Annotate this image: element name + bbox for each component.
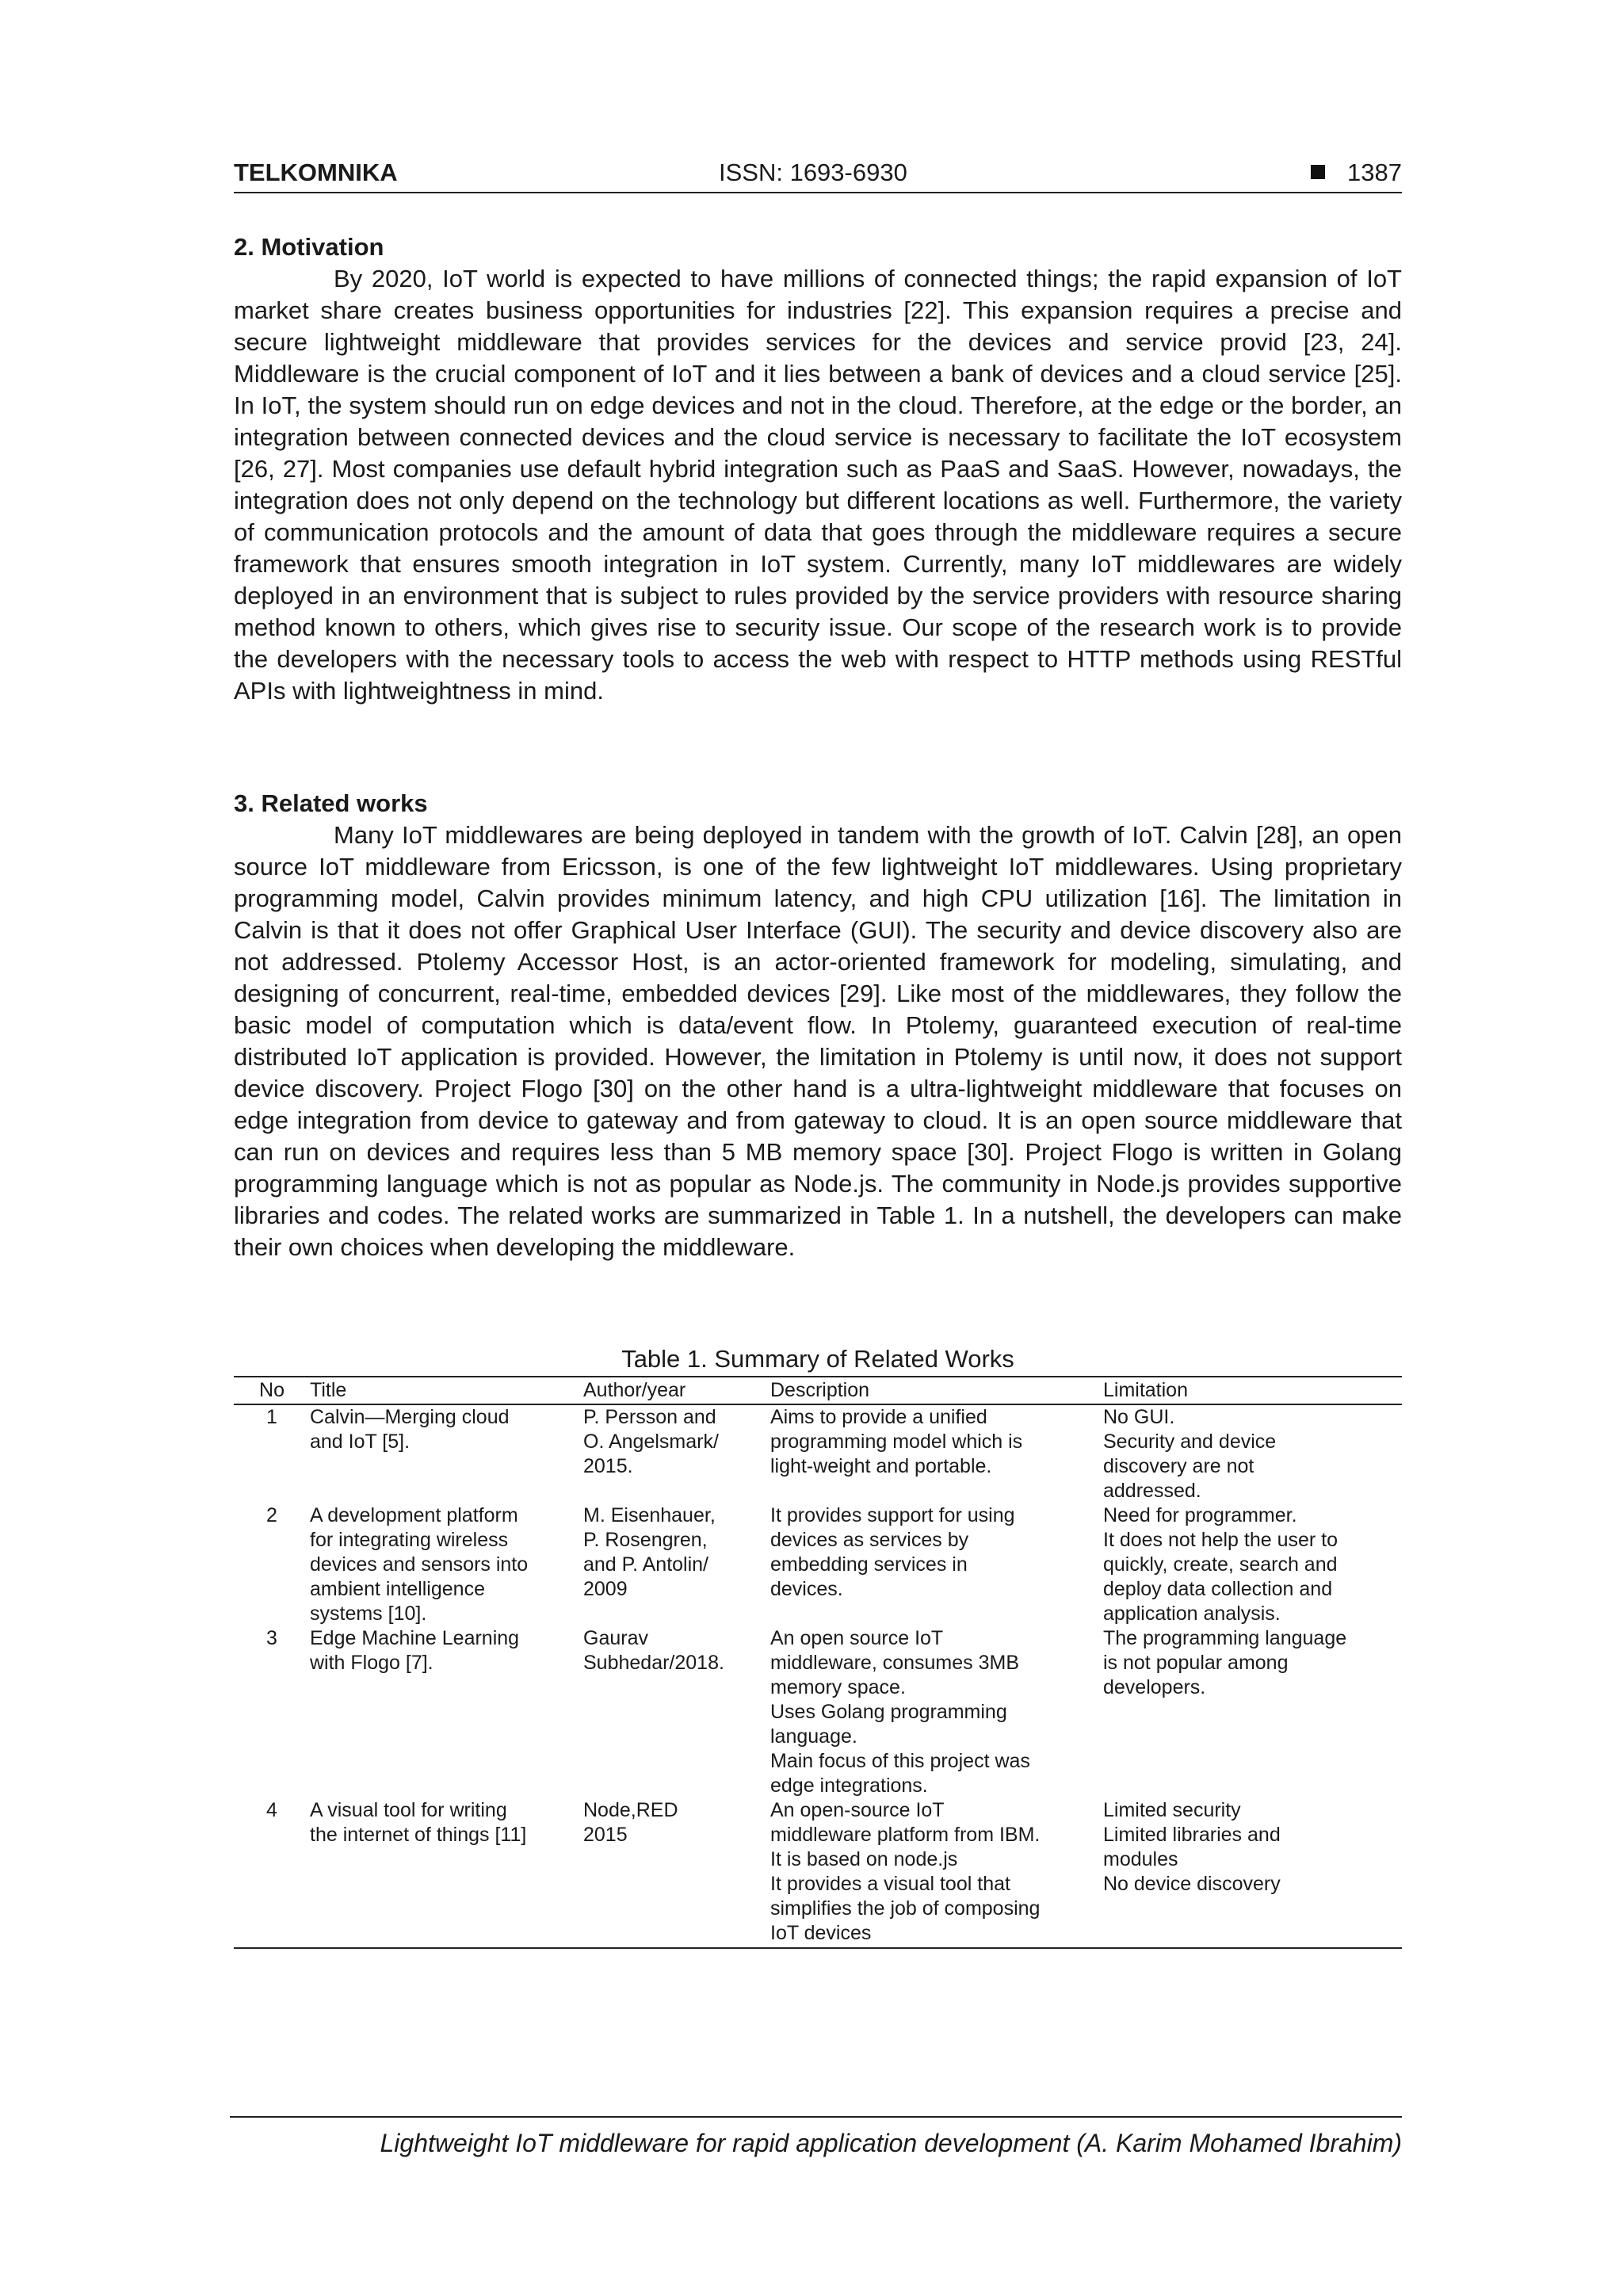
cell-line: embedding services in [770,1553,968,1576]
column-header: No [234,1377,310,1404]
square-bullet-icon [1311,165,1325,179]
table-row [234,1503,1402,1626]
cell-line: 2015 [583,1824,628,1846]
cell-line: P. Rosengren, [583,1529,708,1551]
section-heading: 3. Related works [234,789,428,817]
cell-description [770,1626,1103,1798]
section-paragraph: Many IoT middlewares are being deployed in tandem with the growth of IoT. Calvin [28], an open source IoT middleware from Ericsson, is one of the few lightweight IoT middlewares. Using proprietary programming model, Calvin provides minimum latency, and high CPU utilization [16]. The limitation in Calvin is that it does not offer Graphical User Interface (GUI). The security and device discovery also are not addressed. Ptolemy Accessor Host, is an actor-oriented framework for modeling, simulating, and designing of concurrent, real-time, embedded devices [29]. Like most of the middlewares, they follow the basic model of computation which is data/event flow. In Ptolemy, guaranteed execution of real-time distributed IoT application is provided. However, the limitation in Ptolemy is until now, it does not support device discovery. Project Flogo [30] on the other hand is a ultra-lightweight middleware that focuses on edge integration from device to gateway and from gateway to cloud. It is an open source middleware that can run on devices and requires less than 5 MB memory space [30]. Project Flogo is written in Golang programming language which is not as popular as Node.js. The community in Node.js provides supportive libraries and codes. The related works are summarized in Table 1. In a nutshell, the developers can make their own choices when developing the middleware. [234,821,1402,1261]
cell-no: 3 [266,1627,277,1649]
cell-description [770,1503,1103,1626]
cell-author [583,1626,770,1798]
column-header: Limitation [1103,1377,1402,1404]
cell-limitation [1103,1798,1402,1948]
cell-line: developers. [1103,1676,1206,1698]
cell-line: O. Angelsmark/ [583,1431,719,1453]
page-footer [230,2116,1402,2158]
cell-line: light-weight and portable. [770,1455,992,1477]
cell-line: deploy data collection and [1103,1578,1333,1600]
cell-no: 4 [234,1798,310,1948]
cell-line: Node,RED [583,1799,678,1821]
cell-line: and P. Antolin/ [583,1553,709,1576]
cell-line: devices as services by [770,1529,969,1551]
page-header [234,155,1402,193]
cell-line: is not popular among [1103,1652,1289,1674]
page-number-group [1311,159,1402,187]
cell-description [770,1404,1103,1503]
cell-line: Limited security [1103,1799,1241,1821]
cell-title [310,1798,583,1948]
cell-limitation [1103,1404,1402,1503]
cell-title [310,1626,583,1798]
cell-author [583,1798,770,1948]
cell-line: P. Persson and [583,1406,716,1428]
cell-line: and IoT [5]. [310,1431,411,1453]
cell-line: quickly, create, search and [1103,1553,1338,1576]
cell-line: systems [10]. [310,1603,427,1625]
cell-line: application analysis. [1103,1603,1281,1625]
cell-line: Gaurav [583,1627,648,1649]
cell-line: middleware platform from IBM. [770,1824,1041,1846]
cell-line: devices. [770,1578,843,1600]
table-row [234,1626,1402,1798]
table-row [234,1404,1402,1503]
cell-line: Calvin—Merging cloud [310,1406,510,1428]
cell-limitation [1103,1503,1402,1626]
cell-line: for integrating wireless [310,1529,509,1551]
cell-line: IoT devices [770,1922,872,1944]
cell-line: discovery are not [1103,1455,1254,1477]
cell-line: An open source IoT [770,1627,944,1649]
cell-line: Aims to provide a unified [770,1406,987,1428]
cell-line: programming model which is [770,1431,1023,1453]
cell-limitation [1103,1626,1402,1798]
column-header: Author/year [583,1377,770,1404]
section-related-works [234,788,1402,1263]
cell-line: Limited libraries and [1103,1824,1281,1846]
section-paragraph: By 2020, IoT world is expected to have millions of connected things; the rapid expansion of IoT market share creates business opportunities for industries [22]. This expansion requires a precise and secure lightweight middleware that provides services for the devices and service provid [23, 24]. Middleware is the crucial component of IoT and it lies between a bank of devices and a cloud service [25]. In IoT, the system should run on edge devices and not in the cloud. Therefore, at the edge or the border, an integration between connected devices and the cloud service is necessary to facilitate the IoT ecosystem [26, 27]. Most companies use default hybrid integration such as PaaS and SaaS. However, nowadays, the integration does not only depend on the technology but different locations as well. Furthermore, the variety of communication protocols and the amount of data that goes through the middleware requires a secure framework that ensures smooth integration in IoT system. Currently, many IoT middlewares are widely deployed in an environment that is subject to rules provided by the service providers with resource sharing method known to others, which gives rise to security issue. Our scope of the research work is to provide the developers with the necessary tools to access the web with respect to HTTP methods using RESTful APIs with lightweightness in mind. [234,265,1402,705]
cell-line: No device discovery [1103,1873,1281,1895]
cell-line: A development platform [310,1504,518,1526]
cell-line: 2015. [583,1455,633,1477]
cell-line: An open-source IoT [770,1799,945,1821]
table-row [234,1798,1402,1948]
cell-line: edge integrations. [770,1775,928,1797]
cell-no: 2 [266,1504,277,1526]
cell-line: Subhedar/2018. [583,1652,724,1674]
table-body [234,1404,1402,1948]
footer-text: Lightweight IoT middleware for rapid application development (A. Karim Mohamed Ibrahim) [380,2129,1402,2157]
cell-line: Main focus of this project was [770,1750,1030,1772]
journal-name: TELKOMNIKA [234,159,398,186]
cell-author [583,1503,770,1626]
cell-line: language. [770,1725,857,1748]
issn: ISSN: 1693-6930 [719,159,907,186]
cell-author [583,1404,770,1503]
cell-no: 1 [266,1406,277,1428]
cell-line: the internet of things [11] [310,1824,527,1846]
cell-line: 2009 [583,1578,628,1600]
cell-line: Need for programmer. [1103,1504,1297,1526]
table-caption: Table 1. Summary of Related Works [621,1345,1014,1373]
related-works-table [234,1376,1402,1949]
cell-line: The programming language [1103,1627,1347,1649]
cell-line: It provides a visual tool that [770,1873,1010,1895]
cell-line: Security and device [1103,1431,1277,1453]
cell-line: middleware, consumes 3MB [770,1652,1020,1674]
cell-line: A visual tool for writing [310,1799,507,1821]
cell-line: It provides support for using [770,1504,1015,1526]
column-header: Title [310,1377,583,1404]
cell-line: devices and sensors into [310,1553,529,1576]
cell-title [310,1503,583,1626]
cell-line: It does not help the user to [1103,1529,1338,1551]
cell-line: simplifies the job of composing [770,1897,1041,1920]
section-motivation [234,231,1402,707]
cell-line: memory space. [770,1676,906,1698]
cell-line: No GUI. [1103,1406,1175,1428]
cell-line: Uses Golang programming [770,1701,1007,1723]
cell-line: It is based on node.js [770,1848,958,1870]
cell-line: Edge Machine Learning [310,1627,520,1649]
column-header: Description [770,1377,1103,1404]
cell-title [310,1404,583,1503]
cell-line: with Flogo [7]. [310,1652,433,1674]
page-number: 1387 [1347,159,1402,186]
cell-description [770,1798,1103,1948]
table-header-row [234,1377,1402,1404]
cell-line: ambient intelligence [310,1578,485,1600]
cell-line: M. Eisenhauer, [583,1504,716,1526]
cell-line: modules [1103,1848,1178,1870]
section-heading: 2. Motivation [234,233,384,261]
cell-line: addressed. [1103,1480,1201,1502]
